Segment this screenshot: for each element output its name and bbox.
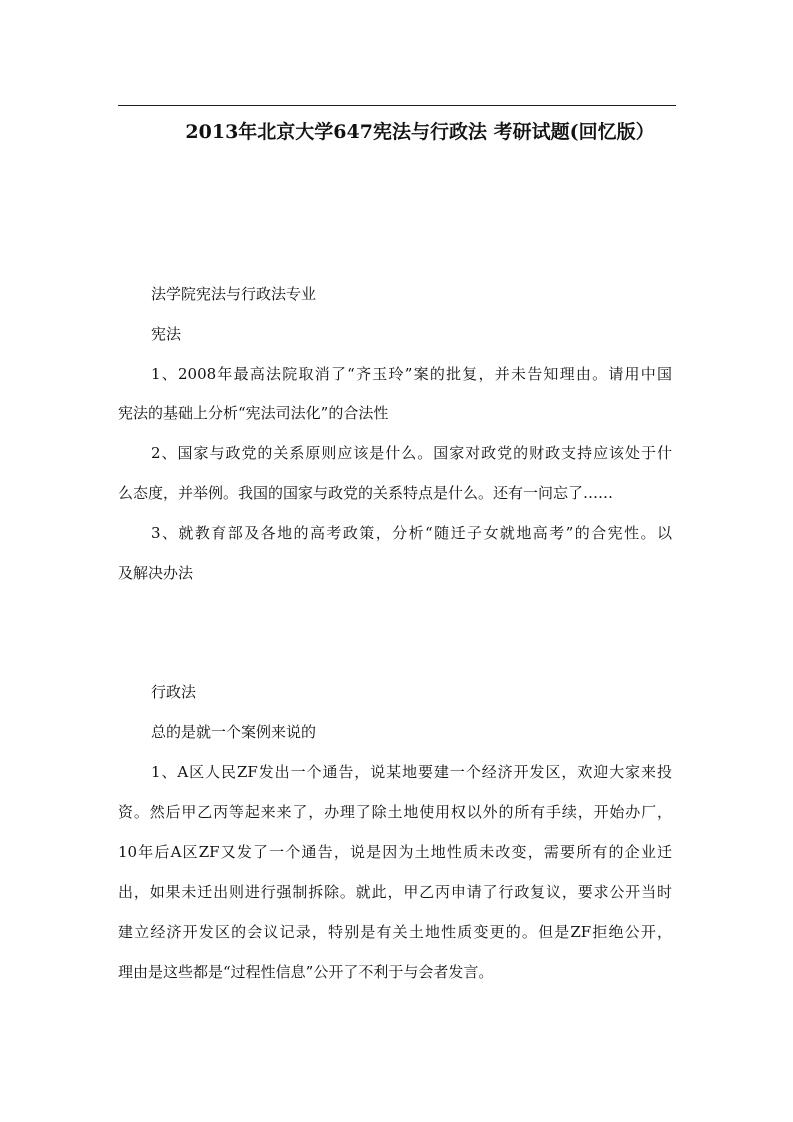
paragraph-line: 么态度，并举例。我国的国家与政党的关系特点是什么。还有一问忘了…… xyxy=(118,484,614,502)
section-intro: 总的是就一个案例来说的 xyxy=(151,723,317,741)
paragraph-line: 建立经济开发区的会议记录，特别是有关土地性质变更的。但是ZF拒绝公开， xyxy=(118,923,672,941)
paragraph-line: 出，如果未迁出则进行强制拆除。就此，甲乙丙申请了行政复议，要求公开当时 xyxy=(118,883,672,901)
section-heading-administrative: 行政法 xyxy=(151,683,197,701)
school-line: 法学院宪法与行政法专业 xyxy=(151,285,317,303)
paragraph-line: 及解决办法 xyxy=(118,564,194,582)
paragraph-line: 10年后A区ZF又发了一个通告，说是因为土地性质未改变，需要所有的企业迁 xyxy=(118,843,672,861)
paragraph-line: 1、2008年最高法院取消了“齐玉玲”案的批复，并未告知理由。请用中国 xyxy=(151,365,672,383)
paragraph-line: 2、国家与政党的关系原则应该是什么。国家对政党的财政支持应该处于什 xyxy=(151,444,672,462)
paragraph-line: 资。然后甲乙丙等起来来了，办理了除土地使用权以外的所有手续，开始办厂， xyxy=(118,803,672,821)
header-rule xyxy=(118,105,676,106)
document-title: 2013年北京大学647宪法与行政法 考研试题(回忆版） xyxy=(185,121,655,143)
paragraph-line: 宪法的基础上分析“宪法司法化”的合法性 xyxy=(118,404,389,422)
paragraph-line: 1、A区人民ZF发出一个通告，说某地要建一个经济开发区，欢迎大家来投 xyxy=(151,763,672,781)
paragraph-line: 理由是这些都是“过程性信息”公开了不利于与会者发言。 xyxy=(118,963,494,981)
paragraph-line: 3、就教育部及各地的高考政策，分析“随迁子女就地高考”的合宪性。以 xyxy=(151,524,672,542)
section-heading-constitution: 宪法 xyxy=(151,325,182,343)
